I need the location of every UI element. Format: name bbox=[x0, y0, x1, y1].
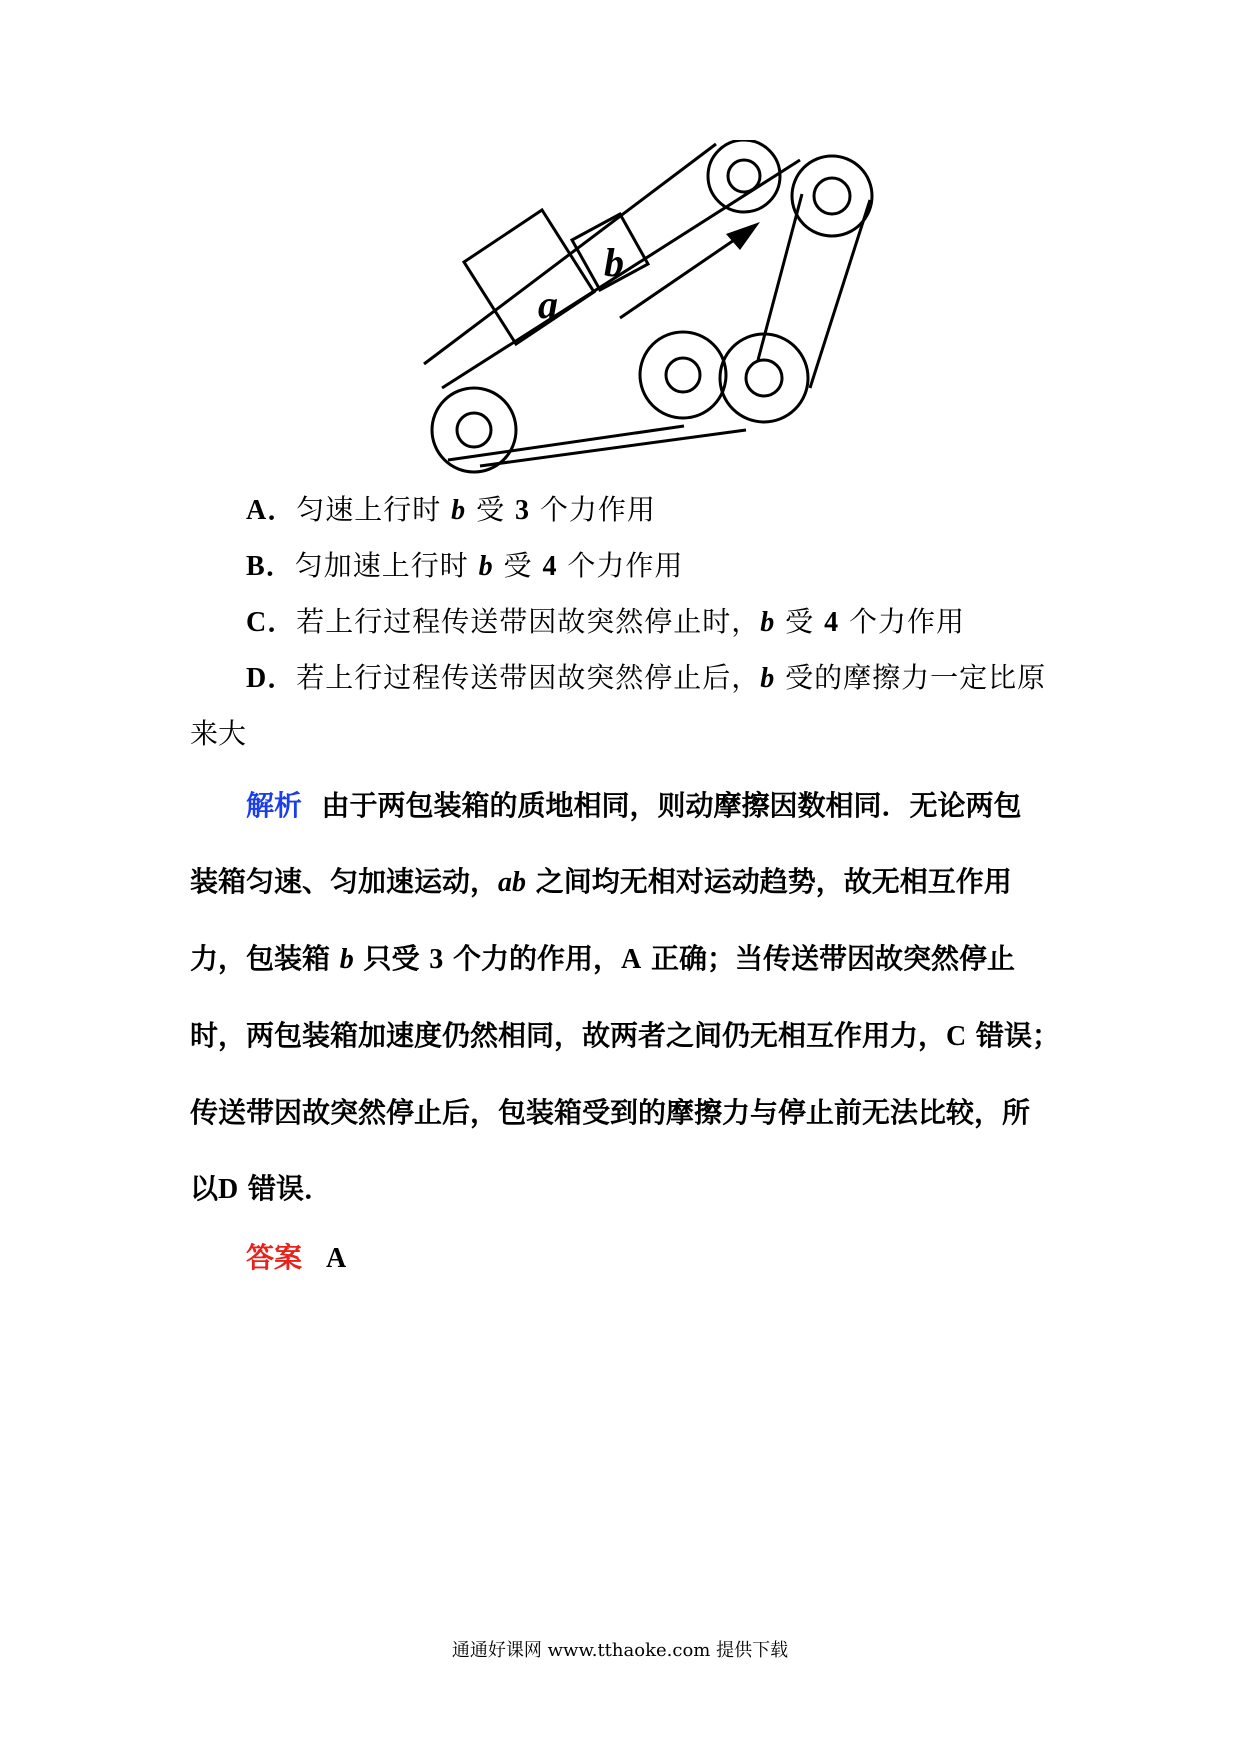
option-d bbox=[246, 656, 1046, 696]
analysis-letter-a: A bbox=[621, 944, 642, 975]
option-b-pre: 匀加速上行时 bbox=[294, 549, 469, 582]
belt-bottom-segment bbox=[480, 430, 746, 466]
option-b-post: 个力作用 bbox=[567, 549, 684, 582]
analysis-text-3b: 只受 bbox=[363, 942, 420, 975]
middle-pulley-outer bbox=[720, 334, 808, 422]
box-b-label: b bbox=[604, 240, 624, 285]
analysis-line-6 bbox=[190, 1151, 1060, 1228]
option-b-num: 4 bbox=[542, 551, 558, 582]
analysis-letter-d: D bbox=[218, 1174, 239, 1205]
analysis-text-3c: 个力的作用， bbox=[453, 942, 622, 975]
option-b-mid: 受 bbox=[503, 549, 533, 582]
answer-block bbox=[246, 1236, 346, 1276]
conveyor-figure bbox=[0, 0, 1240, 500]
option-c-num: 4 bbox=[824, 607, 840, 638]
analysis-line-2 bbox=[190, 844, 1060, 921]
analysis-block bbox=[190, 768, 1060, 1228]
option-a-var: b bbox=[451, 495, 467, 526]
option-a-post: 个力作用 bbox=[539, 493, 656, 526]
middle-pulley-inner bbox=[746, 360, 782, 396]
analysis-text-4a: 时，两包装箱加速度仍然相同，故两者之间仍无相互作用力， bbox=[190, 1019, 947, 1052]
left-pulley-outer bbox=[432, 388, 516, 472]
analysis-line-3 bbox=[190, 921, 1060, 998]
belt-right-segment bbox=[810, 200, 870, 388]
option-a-num: 3 bbox=[514, 495, 530, 526]
left-pulley-inner bbox=[457, 413, 491, 447]
option-d-continuation: 来大 bbox=[190, 717, 247, 750]
top-pulley-inner bbox=[814, 178, 850, 214]
option-d-mid: 受的摩擦力一定比原 bbox=[785, 661, 1047, 694]
top-pulley-outer bbox=[792, 156, 872, 236]
analysis-line-5 bbox=[190, 1075, 1060, 1151]
analysis-var-b: b bbox=[339, 944, 354, 975]
analysis-text-6b: 错误． bbox=[248, 1172, 333, 1205]
option-c-letter: C． bbox=[246, 607, 297, 638]
option-d-pre: 若上行过程传送带因故突然停止后， bbox=[296, 661, 761, 694]
analysis-text-6a: 以 bbox=[190, 1172, 219, 1205]
answer-value: A bbox=[326, 1243, 347, 1274]
analysis-text-3a: 力，包装箱 bbox=[190, 942, 331, 975]
box-a bbox=[464, 210, 594, 344]
box-a-label: a bbox=[538, 282, 558, 327]
analysis-num-3: 3 bbox=[429, 944, 444, 975]
analysis-text-4b: 错误； bbox=[976, 1019, 1061, 1052]
option-a-pre: 匀速上行时 bbox=[296, 493, 442, 526]
option-d-var: b bbox=[760, 663, 776, 694]
analysis-text-1: 由于两包装箱的质地相同，则动摩擦因数相同．无论两包 bbox=[321, 789, 1022, 822]
analysis-text-2a: 装箱匀速、匀加速运动， bbox=[190, 865, 499, 898]
option-b-letter: B． bbox=[246, 551, 295, 582]
motion-arrow-head bbox=[726, 222, 760, 250]
option-c-var: b bbox=[760, 607, 776, 638]
analysis-line-4 bbox=[190, 998, 1060, 1075]
analysis-text-3d: 正确；当传送带因故突然停止 bbox=[651, 942, 1016, 975]
analysis-letter-c: C bbox=[946, 1021, 967, 1052]
analysis-text-2b: 之间均无相对运动趋势，故无相互作用 bbox=[535, 865, 1012, 898]
option-a-mid: 受 bbox=[476, 493, 506, 526]
analysis-heading: 解析 bbox=[246, 789, 303, 822]
analysis-line-1 bbox=[190, 768, 1060, 844]
page-footer: 通通好课网 www.tthaoke.com 提供下载 bbox=[451, 1640, 789, 1661]
answer-heading: 答案 bbox=[246, 1241, 303, 1274]
option-c-mid: 受 bbox=[785, 605, 815, 638]
analysis-text-5: 传送带因故突然停止后，包装箱受到的摩擦力与停止前无法比较，所 bbox=[190, 1096, 1031, 1129]
option-a-letter: A． bbox=[246, 495, 297, 526]
option-a bbox=[246, 488, 656, 528]
option-c-pre: 若上行过程传送带因故突然停止时， bbox=[296, 605, 761, 638]
option-d-letter: D． bbox=[246, 663, 297, 694]
analysis-var-ab: ab bbox=[498, 867, 527, 898]
option-c-post: 个力作用 bbox=[848, 605, 965, 638]
option-b-var: b bbox=[478, 551, 494, 582]
option-c bbox=[246, 600, 965, 640]
option-b bbox=[246, 544, 683, 584]
